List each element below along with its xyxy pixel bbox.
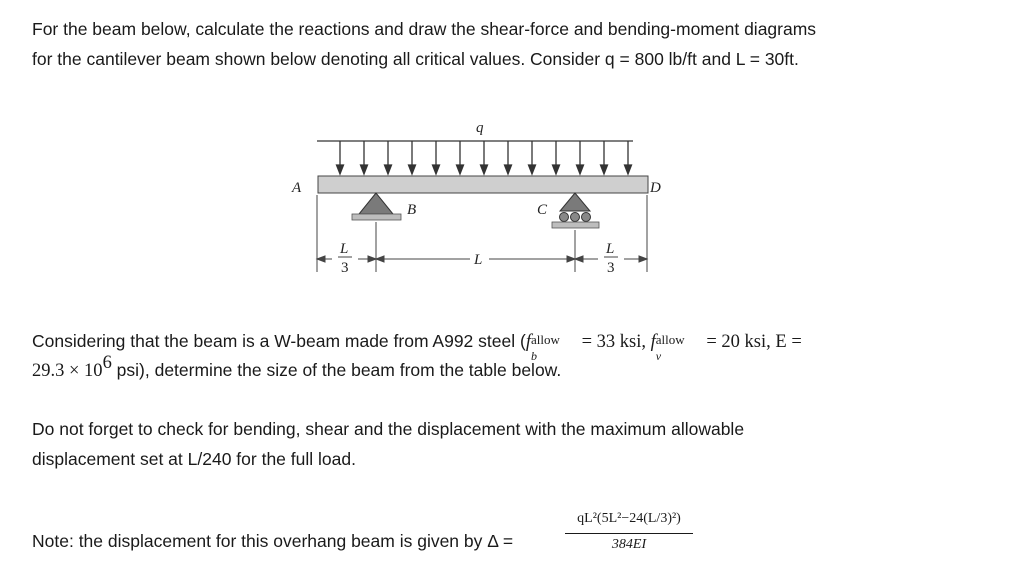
dim-right-denominator: 3	[607, 260, 615, 276]
dim-left-numerator: L	[340, 241, 349, 257]
load-arrow-head	[577, 165, 584, 174]
fb-allow-symbol: f allow b = 33 ksi, f allow v = 20 ksi, E =	[526, 332, 802, 352]
material-text: Considering that the beam is a W-beam made from A992 steel (	[32, 331, 526, 351]
check-line-1: Do not forget to check for bending, shear and the displacement with the maximum allowable	[32, 419, 745, 439]
material-line-2-text: psi), determine the size of the beam from the table below.	[111, 360, 562, 380]
fv-sub: v	[655, 349, 662, 363]
modulus-value: 29.3 × 10	[32, 361, 103, 381]
point-d-label: D	[650, 180, 661, 196]
load-arrow-head	[433, 165, 440, 174]
load-arrow-head	[625, 165, 632, 174]
point-a-label: A	[292, 180, 302, 196]
load-arrow-head	[361, 165, 368, 174]
load-arrow-head	[481, 165, 488, 174]
load-label-q: q	[476, 120, 484, 136]
distributed-load-arrows	[317, 141, 633, 174]
point-b-label: B	[407, 202, 417, 218]
fv-value: = 20 ksi, E =	[706, 332, 802, 352]
load-arrow-head	[529, 165, 536, 174]
load-arrow-head	[337, 165, 344, 174]
load-arrow-head	[409, 165, 416, 174]
load-arrow-head	[457, 165, 464, 174]
note-text: Note: the displacement for this overhang beam is given by Δ =	[32, 531, 514, 551]
beam	[318, 176, 648, 193]
fv-allow-sup: allow	[655, 332, 685, 347]
material-line-1	[32, 326, 802, 363]
formula-numerator: qL²(5L²−24(L/3)²)	[577, 511, 681, 526]
roller-support-c	[552, 193, 599, 228]
point-c-label: C	[537, 202, 548, 218]
dim-mid-label: L	[474, 252, 483, 268]
intro-line-2: for the cantilever beam shown below denoting all critical values. Consider q = 800 lb/ft and L = 30ft.	[32, 49, 799, 69]
load-arrow-head	[553, 165, 560, 174]
displacement-formula	[565, 505, 693, 556]
check-line-2: displacement set at L/240 for the full load.	[32, 449, 356, 469]
material-line-2	[32, 355, 561, 386]
modulus-exponent: 6	[102, 353, 112, 373]
dim-right-numerator: L	[606, 241, 615, 257]
load-arrow-head	[505, 165, 512, 174]
fb-value: = 33 ksi,	[581, 332, 646, 352]
dim-left-denominator: 3	[341, 260, 349, 276]
formula-denominator: 384EI	[611, 537, 647, 552]
load-arrow-head	[385, 165, 392, 174]
pin-support-b	[352, 193, 401, 220]
fb-sub: b	[530, 349, 537, 363]
intro-line-1: For the beam below, calculate the reactions and draw the shear-force and bending-moment diagrams	[32, 19, 817, 39]
fb-allow-sup: allow	[530, 332, 560, 347]
load-arrow-head	[601, 165, 608, 174]
